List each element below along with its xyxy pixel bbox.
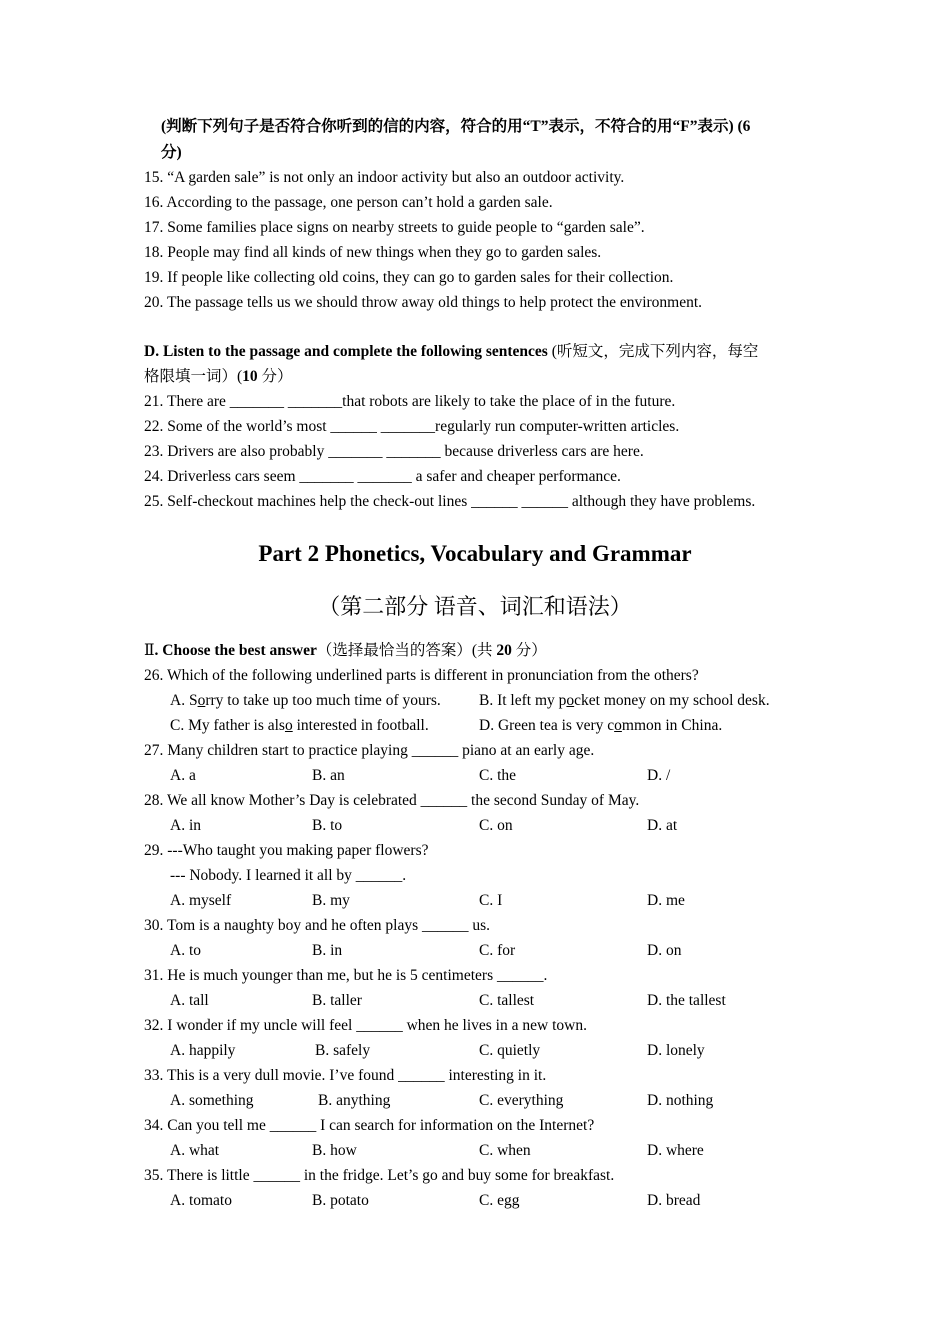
q26-a-underlined: o (197, 692, 206, 709)
section-ii-heading-rest: （选择最恰当的答案）(共 (316, 642, 497, 659)
question-30-option-b: B. in (312, 942, 343, 959)
question-23: 23. Drivers are also probably _______ _______ because driverless cars are here. (144, 443, 644, 460)
question-26-option-d (479, 716, 722, 736)
question-31-option-d: D. the tallest (647, 992, 726, 1009)
q26-a-post: rry to take up too much time of yours. (205, 692, 441, 709)
question-29-option-a: A. myself (170, 892, 232, 909)
question-34-option-c: C. when (479, 1142, 531, 1159)
question-19: 19. If people like collecting old coins, they can go to garden sales for their collection. (144, 269, 674, 286)
question-15: 15. “A garden sale” is not only an indoor activity but also an outdoor activity. (144, 169, 625, 186)
section-ii-heading-end: 分） (511, 642, 547, 659)
question-34-stem: 34. Can you tell me ______ I can search for information on the Internet? (144, 1117, 595, 1134)
question-29-stem: 29. ---Who taught you making paper flowers? (144, 842, 429, 859)
question-28-stem: 28. We all know Mother’s Day is celebrated ______ the second Sunday of May. (144, 792, 640, 809)
question-25: 25. Self-checkout machines help the check-out lines ______ ______ although they have problems. (144, 493, 756, 510)
question-32-option-a: A. happily (170, 1042, 236, 1059)
question-33-option-a: A. something (170, 1092, 254, 1109)
question-18: 18. People may find all kinds of new things when they go to garden sales. (144, 244, 602, 261)
section-d-heading-line2 (144, 367, 293, 387)
question-35-option-b: B. potato (312, 1192, 369, 1209)
question-31-stem: 31. He is much younger than me, but he is 5 centimeters ______. (144, 967, 548, 984)
section-d-heading-rest: (听短文，完成下列内容，每空 (547, 343, 759, 360)
question-22: 22. Some of the world’s most ______ _______regularly run computer-written articles. (144, 418, 680, 435)
question-26-option-c (170, 716, 429, 736)
section-c-instruction-line2: 分) (161, 144, 182, 161)
question-26-option-a (170, 691, 441, 711)
question-30-option-d: D. on (647, 942, 682, 959)
q26-b-underlined: o (566, 692, 575, 709)
part-2-subtitle: （第二部分 语音、词汇和语法） (318, 594, 632, 619)
question-27-option-c: C. the (479, 767, 517, 784)
section-c-instruction (161, 117, 750, 137)
q26-d-underlined: o (614, 717, 622, 734)
q26-b-post: cket money on my school desk. (574, 692, 770, 709)
question-20: 20. The passage tells us we should throw away old things to help protect the environment. (144, 294, 703, 311)
section-ii-heading (144, 641, 547, 661)
question-29-stem-2: --- Nobody. I learned it all by ______. (170, 867, 407, 884)
question-28-option-b: B. to (312, 817, 343, 834)
question-32-stem: 32. I wonder if my uncle will feel ______ when he lives in a new town. (144, 1017, 587, 1034)
question-27-stem: 27. Many children start to practice playing ______ piano at an early age. (144, 742, 595, 759)
section-ii-numeral: Ⅱ (144, 642, 155, 659)
question-29-option-d: D. me (647, 892, 685, 909)
q26-c-post: interested in football. (292, 717, 429, 734)
question-26-stem: 26. Which of the following underlined parts is different in pronunciation from the others? (144, 667, 699, 684)
q26-c-underlined: o (284, 717, 293, 734)
q26-b-pre: B. It left my p (479, 692, 567, 709)
question-33-stem: 33. This is a very dull movie. I’ve found ______ interesting in it. (144, 1067, 547, 1084)
section-d-heading-bold: D. Listen to the passage and complete the following sentences (144, 343, 548, 360)
question-30-option-c: C. for (479, 942, 516, 959)
question-17: 17. Some families place signs on nearby streets to guide people to “garden sale”. (144, 219, 645, 236)
question-34-option-a: A. what (170, 1142, 220, 1159)
q26-c-pre: C. My father is als (170, 717, 285, 734)
section-d-score: 10 (242, 368, 258, 385)
question-32-option-c: C. quietly (479, 1042, 541, 1059)
question-35-option-c: C. egg (479, 1192, 520, 1209)
section-ii-heading-bold: . Choose the best answer (154, 642, 317, 659)
question-35-stem: 35. There is little ______ in the fridge. Let’s go and buy some for breakfast. (144, 1167, 615, 1184)
question-28-option-a: A. in (170, 817, 201, 834)
question-33-option-c: C. everything (479, 1092, 564, 1109)
q26-a-pre: A. S (170, 692, 198, 709)
q26-d-post: mmon in China. (621, 717, 723, 734)
question-33-option-b: B. anything (318, 1092, 391, 1109)
question-27-option-b: B. an (312, 767, 345, 784)
question-30-stem: 30. Tom is a naughty boy and he often plays ______ us. (144, 917, 491, 934)
section-c-instruction-line1: (判断下列句子是否符合你听到的信的内容，符合的用“T”表示，不符合的用“F”表示) (6 (161, 118, 751, 135)
question-16: 16. According to the passage, one person can’t hold a garden sale. (144, 194, 553, 211)
question-31-option-a: A. tall (170, 992, 209, 1009)
question-27-option-a: A. a (170, 767, 196, 784)
section-d-heading (144, 342, 758, 362)
question-27-option-d: D. / (647, 767, 671, 784)
question-32-option-b: B. safely (315, 1042, 371, 1059)
question-26-option-b (479, 691, 770, 711)
question-35-option-a: A. tomato (170, 1192, 232, 1209)
question-34-option-b: B. how (312, 1142, 357, 1159)
question-29-option-b: B. my (312, 892, 350, 909)
question-28-option-d: D. at (647, 817, 678, 834)
part-2-title: Part 2 Phonetics, Vocabulary and Grammar (258, 541, 692, 566)
question-31-option-b: B. taller (312, 992, 362, 1009)
q26-d-pre: D. Green tea is very c (479, 717, 615, 734)
question-28-option-c: C. on (479, 817, 513, 834)
question-31-option-c: C. tallest (479, 992, 535, 1009)
question-30-option-a: A. to (170, 942, 201, 959)
question-24: 24. Driverless cars seem _______ _______ a safer and cheaper performance. (144, 468, 621, 485)
question-35-option-d: D. bread (647, 1192, 701, 1209)
section-d-heading-line2-b: 分） (257, 368, 293, 385)
question-34-option-d: D. where (647, 1142, 704, 1159)
section-ii-score: 20 (496, 642, 512, 659)
question-21: 21. There are _______ _______that robots are likely to take the place of in the future. (144, 393, 676, 410)
question-29-option-c: C. I (479, 892, 503, 909)
question-32-option-d: D. lonely (647, 1042, 705, 1059)
section-d-heading-line2-a: 格限填一词）( (144, 368, 243, 385)
question-33-option-d: D. nothing (647, 1092, 714, 1109)
